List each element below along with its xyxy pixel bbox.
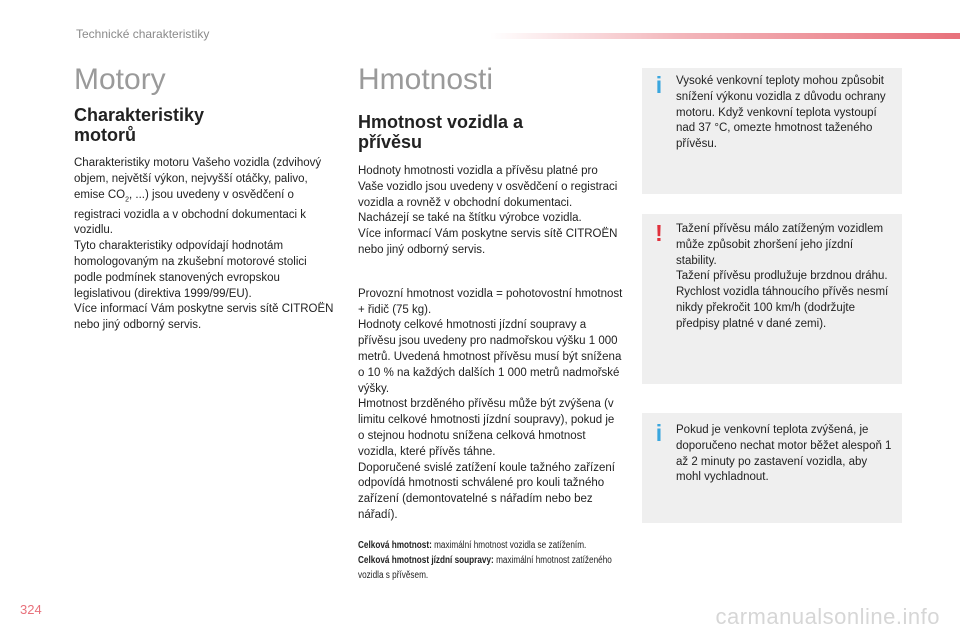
- note-celkova-hmotnost: Celková hmotnost: maximální hmotnost vozidla se zatížením.: [358, 539, 587, 551]
- info-box-text: Pokud je venkovní teplota zvýšená, je doporučeno nechat motor běžet alespoň 1 až 2 minuty po zastavení vozidla, aby mohl vychladnout.: [676, 424, 892, 484]
- note-celkova-hmotnost-soupravy: Celková hmotnost jízdní soupravy: maximální hmotnost zatíženého vozidla s přívěsem.: [358, 554, 612, 581]
- watermark: carmanualsonline.info: [715, 604, 940, 629]
- warning-para2: Tažení přívěsu prodlužuje brzdnou dráhu.: [676, 270, 888, 283]
- warning-para3: Rychlost vozidla táhnoucího přívěs nesmí nikdy překročit 100 km/h (dodržujte předpisy platné v dané zemi).: [676, 286, 889, 330]
- hmotnosti-subtitle: Hmotnost vozidla a přívěsu: [358, 112, 524, 152]
- info-icon: i: [655, 420, 663, 446]
- hmotnosti-para1: Hodnoty hmotnosti vozidla a přívěsu platné pro Vaše vozidlo jsou uvedeny v osvědčení o registraci vozidla a rovněž v obchodní dokumentaci.: [358, 165, 618, 209]
- hmotnosti-para3: Více informací Vám poskytne servis sítě CITROËN nebo jiný odborný servis.: [358, 228, 618, 256]
- hmotnosti-para6: Hmotnost brzděného přívěsu může být zvýšena (v limitu celkové hmotnosti jízdní soupravy), pokud je o stejnou hodnotu snížena celková hmotnost vozidla, které přívěs táhne.: [358, 398, 615, 458]
- motory-para3: Více informací Vám poskytne servis sítě CITROËN nebo jiný odborný servis.: [74, 303, 334, 332]
- motory-title: Motory: [74, 63, 166, 96]
- info-box-text: Vysoké venkovní teploty mohou způsobit snížení výkonu vozidla z důvodu ochrany motoru. Když venkovní teplota vystoupí nad 37 °C, omezte hmotnost taženého přívěsu.: [676, 75, 886, 151]
- motory-para1: Charakteristiky motoru Vašeho vozidla (zdvihový objem, největší výkon, nejvyšší otáčky, palivo, emise $CO_2$, ...) jsou uvedeny v osvědčení o registraci vozidla a v obchodní dokumentaci k vozidlu.: [74, 157, 322, 237]
- hmotnosti-title: Hmotnosti: [358, 63, 494, 96]
- hmotnosti-para4: Provozní hmotnost vozidla = pohotovostní hmotnost + řidič (75 kg).: [358, 287, 623, 316]
- info-box-cooling: [642, 413, 902, 523]
- page-number: 324: [20, 602, 42, 617]
- warning-para1: Tažení přívěsu málo zatíženým vozidlem může způsobit zhoršení jeho jízdní stability.: [676, 223, 884, 267]
- hmotnosti-para2: Nacházejí se také na štítku výrobce vozidla.: [358, 212, 582, 225]
- motory-section: [74, 62, 334, 334]
- section-title: Technické charakteristiky: [76, 27, 210, 41]
- warning-icon: !: [655, 220, 663, 246]
- hmotnosti-body: [358, 164, 623, 524]
- header-divider: [490, 33, 960, 39]
- hmotnosti-section: [358, 62, 623, 583]
- info-icon: i: [655, 72, 663, 98]
- hmotnosti-para7: Doporučené svislé zatížení koule tažného zařízení odpovídá hmotnosti schválené pro kouli tažného zařízení (demontovatelné s nářadím nebo bez nářadí).: [358, 461, 615, 521]
- info-box-high-temperature: [642, 68, 902, 194]
- hmotnosti-para5: Hodnoty celkové hmotnosti jízdní soupravy a přívěsu jsou uvedeny pro nadmořskou výšku 1 000 metrů. Uvedená hmotnost přívěsu musí být snížena o 10 % na každých dalších 1 000 metrů nadmořské výšky.: [358, 319, 622, 395]
- warning-box-towing: [642, 214, 902, 384]
- warning-box-text: [676, 222, 892, 333]
- motory-subtitle: Charakteristiky motorů: [74, 105, 205, 145]
- hmotnosti-notes: [358, 538, 620, 583]
- motory-body: [74, 156, 334, 334]
- motory-para2: Tyto charakteristiky odpovídají hodnotám homologovaným na zkušební motorové stolici podle podmínek stanovených evropskou legislativou (direktiva 1999/99/EU).: [74, 240, 307, 300]
